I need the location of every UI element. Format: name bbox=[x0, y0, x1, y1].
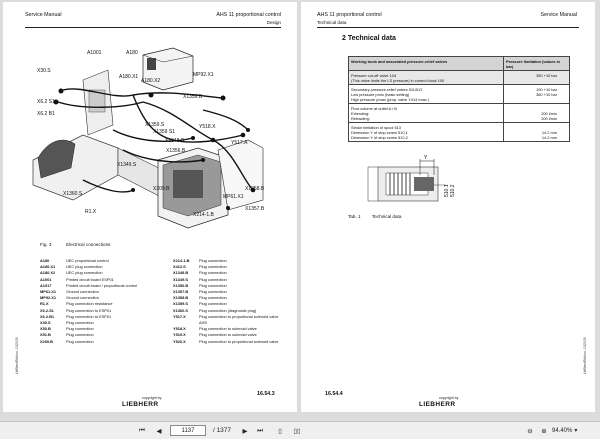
legend-key: Y517.X bbox=[173, 313, 186, 319]
table-cell-value: 350 +10 bar bbox=[504, 71, 570, 85]
legend-key: X1357.B bbox=[173, 289, 189, 295]
legend-value: Plug connection to solenoid valve bbox=[199, 326, 257, 332]
header-left: AHS 11 proportional control bbox=[317, 12, 382, 18]
page-number: 16.54.4 bbox=[325, 391, 343, 397]
legend-key: A1917 bbox=[40, 282, 52, 288]
header-rule bbox=[317, 27, 579, 28]
legend-key: X1359.S bbox=[173, 301, 188, 307]
fig-label: MP92.X1 bbox=[193, 72, 214, 78]
legend-value: Plug connection to ESP01 bbox=[66, 313, 112, 319]
zoom-value: 94.40% bbox=[552, 427, 573, 434]
fig-label: A180.X1 bbox=[119, 74, 139, 80]
legend-key: Y518.X bbox=[173, 326, 186, 332]
two-page-icon[interactable]: ▯▯ bbox=[293, 427, 301, 435]
legend-value: Plug connection to proportional solenoid valve bbox=[199, 338, 279, 344]
legend-key: X1360.S bbox=[173, 307, 188, 313]
legend-key: X1358.B bbox=[173, 295, 189, 301]
fig-label: X209.B bbox=[153, 186, 170, 192]
left-page bbox=[3, 2, 297, 412]
legend-value: Ground connection bbox=[66, 289, 99, 295]
legend-value: UEC plug connection bbox=[66, 270, 103, 276]
legend-value: Plug connection bbox=[66, 326, 94, 332]
legend-key: X6.2.B1 bbox=[40, 313, 55, 319]
zoom-in-icon[interactable]: ⊕ bbox=[541, 427, 547, 435]
fig-label: X1358.B bbox=[245, 186, 265, 192]
fig-label: A180 bbox=[126, 50, 138, 56]
page-number: 16.54.3 bbox=[257, 391, 275, 397]
legend-value: Plug connection bbox=[66, 332, 94, 338]
legend-key: A1001 bbox=[40, 276, 52, 282]
section-title: 2 Technical data bbox=[342, 35, 396, 42]
legend-value: Plug connection bbox=[199, 295, 227, 301]
fig-label: Y518.X bbox=[199, 124, 216, 130]
legend-row bbox=[40, 339, 146, 345]
technical-data-table bbox=[348, 56, 570, 142]
legend-value: Printed circuit board / proportional control bbox=[66, 282, 138, 288]
fig-caption-text: Electrical connections bbox=[66, 242, 111, 247]
fig-label: X1359 S1 bbox=[153, 129, 175, 135]
header-rule bbox=[25, 27, 281, 28]
table-row bbox=[349, 123, 570, 142]
legend-key: Y520.X bbox=[173, 338, 186, 344]
legend-key: R1.X bbox=[40, 301, 49, 307]
stroke-limitation-figure bbox=[348, 155, 528, 213]
single-page-icon[interactable]: ▯ bbox=[278, 427, 282, 435]
fig-label: X6.2 S1 bbox=[37, 99, 55, 105]
legend-key: X6.2.S1 bbox=[40, 307, 54, 313]
legend-value: Ground connection bbox=[66, 295, 99, 301]
right-page bbox=[301, 2, 595, 412]
legend-value: Plug connection to proportional solenoid valve AHS bbox=[199, 313, 279, 326]
tab-caption-text: Technical data bbox=[372, 214, 402, 219]
liebherr-logo: LIEBHERR bbox=[419, 401, 456, 408]
first-page-button[interactable]: ⏮ bbox=[139, 426, 145, 434]
legend-key: MP92.X1 bbox=[40, 295, 57, 301]
legend-value: Plug connection bbox=[199, 258, 227, 263]
fig-label: A180.X2 bbox=[141, 78, 161, 84]
legend-key: A180 bbox=[40, 258, 50, 263]
page-current: 1137 bbox=[181, 427, 195, 434]
legend-key: A180.X1 bbox=[40, 264, 56, 270]
legend-value: Plug connection (diagnostic plug) bbox=[199, 307, 257, 313]
legend-key: X30.S bbox=[40, 320, 51, 326]
fig-label: 510.1 bbox=[444, 184, 450, 197]
legend-value: Plug connection bbox=[199, 264, 227, 270]
zoom-select[interactable] bbox=[552, 425, 590, 436]
viewer-toolbar bbox=[0, 421, 600, 439]
col-header: Working tools and associated pressure-relief valves bbox=[349, 57, 504, 71]
edition-id: LHB/en/Edition: 11/2009 bbox=[15, 337, 19, 374]
legend-key: X214-1.B bbox=[173, 258, 190, 263]
legend-value: Plug connection bbox=[66, 338, 94, 344]
table-cell-label: Pressure cut-off valve 104 (This valve limits the LS pressure) in control block 100 bbox=[349, 71, 504, 85]
fig-label: X214-1.B bbox=[193, 212, 214, 218]
table-cell-value: 100 +10 bar 360 +10 bar bbox=[504, 85, 570, 104]
page-total: / 1377 bbox=[212, 427, 232, 434]
legend-row bbox=[173, 314, 279, 326]
fig-label: Y517.A bbox=[231, 140, 248, 146]
legend-value: Plug connection bbox=[66, 320, 94, 326]
legend-key: X209.B bbox=[40, 338, 53, 344]
legend-key: X412.S bbox=[173, 264, 186, 270]
legend-right bbox=[173, 258, 279, 345]
legend-value: Plug connection bbox=[199, 282, 227, 288]
table-row bbox=[349, 85, 570, 104]
fig-label: A1001 bbox=[87, 50, 102, 56]
header-sub: Design bbox=[266, 20, 281, 25]
liebherr-logo: LIEBHERR bbox=[122, 401, 159, 408]
table-cell-label: Secondary pressure-relief valves 511/512 Low pressure pmin (basic setting) High pressure pmax (prop. valve Y414 Imax ) bbox=[349, 85, 504, 104]
legend-row bbox=[173, 339, 279, 345]
legend-value: Plug connection resistance bbox=[66, 301, 113, 307]
legend-key: X50.B bbox=[40, 326, 51, 332]
legend-key: A180.X2 bbox=[40, 270, 56, 276]
fig-label: R1.X bbox=[85, 209, 97, 215]
table-cell-label: Stroke limitation of spool 513 Dimension Y of stop screw 510.1 Dimension Y of stop screw 510.2 bbox=[349, 123, 504, 142]
zoom-out-icon[interactable]: ⊖ bbox=[527, 427, 533, 435]
fig-label: X30.S bbox=[37, 68, 51, 74]
fig-label: X1359.S bbox=[145, 122, 165, 128]
legend-value: UEC proportional control bbox=[66, 258, 109, 263]
legend-value: Plug connection bbox=[199, 270, 227, 276]
last-page-button[interactable]: ⏭ bbox=[257, 426, 263, 434]
legend-key: Y519.X bbox=[173, 332, 186, 338]
fig-label: X1349.S bbox=[117, 162, 137, 168]
fig-label: X1348.B bbox=[165, 138, 185, 144]
legend-value: Printed circuit board ESP01 bbox=[66, 276, 114, 282]
col-header: Pressure limitation (values in bar) bbox=[504, 57, 570, 71]
fig-label: X1357.B bbox=[245, 206, 265, 212]
page-input[interactable] bbox=[170, 425, 206, 436]
table-cell-label: Flow volume at outlet A / B Extending: Retracting: bbox=[349, 104, 504, 123]
fig-label: Y bbox=[424, 155, 428, 161]
electrical-connections-figure bbox=[23, 40, 281, 230]
legend-value: Plug connection to solenoid valve bbox=[199, 332, 257, 338]
legend-key: X1356.B bbox=[173, 282, 189, 288]
fig-label: X1360.S bbox=[63, 191, 83, 197]
table-cell-value: 14.2 mm 14.2 mm bbox=[504, 123, 570, 142]
legend-key: X1348.B bbox=[173, 270, 189, 276]
header-right: AHS 11 proportional control bbox=[216, 12, 281, 18]
legend-value: Plug connection bbox=[199, 276, 227, 282]
legend-value: Plug connection bbox=[199, 289, 227, 295]
fig-caption-num: Fig. 3 bbox=[40, 242, 52, 247]
legend-key: MP61.X1 bbox=[40, 289, 57, 295]
edition-id: LHB/en/Edition: 11/2009 bbox=[583, 337, 587, 374]
fig-label: X1359.B bbox=[183, 94, 203, 100]
header-sub: Technical data bbox=[317, 20, 347, 25]
fig-label: X1356.B bbox=[166, 148, 186, 154]
legend-left bbox=[40, 258, 146, 345]
fig-label: X6.2 B1 bbox=[37, 111, 55, 117]
chevron-down-icon: ▾ bbox=[574, 428, 578, 434]
legend-key: X1349.S bbox=[173, 276, 188, 282]
table-row bbox=[349, 71, 570, 85]
table-cell-value: 200 l/min 200 l/min bbox=[504, 104, 570, 123]
legend-value: UEC plug connection bbox=[66, 264, 103, 270]
previous-page-button[interactable]: ◀ bbox=[156, 427, 162, 435]
header-left: Service Manual bbox=[25, 12, 62, 18]
tab-caption-num: Tab. 1 bbox=[348, 214, 361, 219]
next-page-button[interactable]: ▶ bbox=[242, 427, 248, 435]
header-right: Service Manual bbox=[540, 12, 577, 18]
copyright-text: copyright by bbox=[439, 396, 459, 400]
legend-key: X51.B bbox=[40, 332, 51, 338]
table-row bbox=[349, 104, 570, 123]
legend-value: Plug connection bbox=[199, 301, 227, 307]
fig-label: 510.2 bbox=[450, 184, 456, 197]
copyright-text: copyright by bbox=[142, 396, 162, 400]
legend-value: Plug connection to ESP01 bbox=[66, 307, 112, 313]
fig-label: MP61.X1 bbox=[223, 194, 244, 200]
